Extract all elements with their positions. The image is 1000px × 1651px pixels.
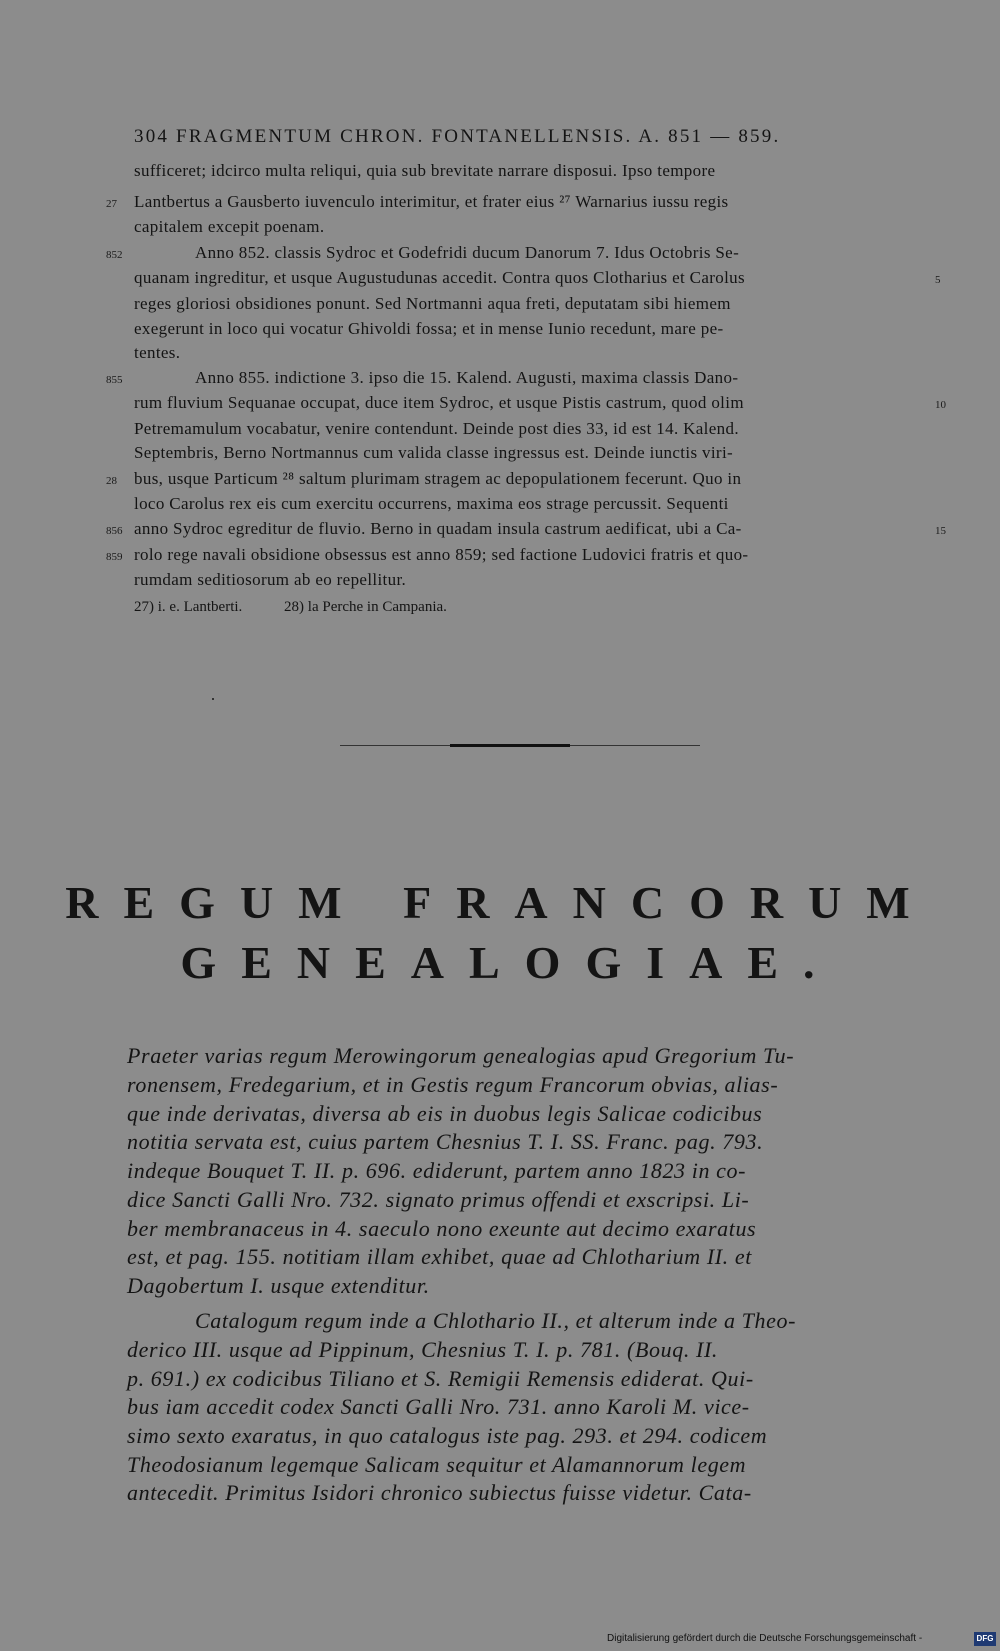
margin-year: 852	[106, 249, 123, 261]
text-line: Petremamulum vocabatur, venire contendunt. Deinde post dies 33, id est 14. Kalend.	[134, 419, 739, 438]
text-line: anno Sydroc egreditur de fluvio. Berno in quadam insula castrum aedificat, ubi a Ca-	[134, 519, 742, 538]
speck	[212, 698, 214, 700]
intro-line: simo sexto exaratus, in quo catalogus iste pag. 293. et 294. codicem	[127, 1423, 768, 1448]
text-line: Septembris, Berno Nortmannus cum valida classe ingressus est. Deinde iunctis viri-	[134, 443, 734, 462]
section-title-line1: REGUM FRANCORUM	[65, 877, 935, 928]
section-divider	[340, 744, 700, 748]
intro-line: bus iam accedit codex Sancti Galli Nro. 731. anno Karoli M. vice-	[127, 1394, 750, 1419]
intro-line: Praeter varias regum Merowingorum genealogias apud Gregorium Tu-	[127, 1043, 795, 1068]
section-title-line2: GENEALOGIAE.	[180, 937, 840, 988]
text-line: rolo rege navali obsidione obsessus est anno 859; sed factione Ludovici fratris et quo-	[134, 545, 749, 564]
divider-ornament	[450, 744, 570, 747]
margin-year: 859	[106, 551, 123, 563]
line-number: 5	[935, 274, 941, 286]
intro-line: notitia servata est, cuius partem Chesnius T. I. SS. Franc. pag. 793.	[127, 1129, 764, 1154]
intro-line: ber membranaceus in 4. saeculo nono exeunte aut decimo exaratus	[127, 1216, 757, 1241]
text-line: quanam ingreditur, et usque Augustudunas accedit. Contra quos Clotharius et Carolus	[134, 268, 745, 287]
intro-line: Catalogum regum inde a Chlothario II., et alterum inde a Theo-	[195, 1308, 797, 1333]
text-line: rum fluvium Sequanae occupat, duce item Sydroc, et usque Pistis castrum, quod olim	[134, 393, 744, 412]
text-line: tentes.	[134, 343, 181, 362]
text-line: reges gloriosi obsidiones ponunt. Sed Nortmanni aqua freti, deputatam sibi hiemem	[134, 294, 731, 313]
text-line: Anno 855. indictione 3. ipso die 15. Kalend. Augusti, maxima classis Dano-	[195, 368, 739, 387]
line-number: 15	[935, 525, 946, 537]
text-line: bus, usque Particum ²⁸ saltum plurimam stragem ac depopulationem fecerunt. Quo in	[134, 469, 742, 488]
text-line: Lantbertus a Gausberto iuvenculo interimitur, et frater eius ²⁷ Warnarius iussu regis	[134, 192, 729, 211]
intro-line: derico III. usque ad Pippinum, Chesnius T. I. p. 781. (Bouq. II.	[127, 1337, 718, 1362]
margin-year: 856	[106, 525, 123, 537]
footnote: 27) i. e. Lantberti.	[134, 599, 243, 615]
intro-line: Dagobertum I. usque extenditur.	[127, 1273, 430, 1298]
text-line: Anno 852. classis Sydroc et Godefridi ducum Danorum 7. Idus Octobris Se-	[195, 243, 740, 262]
footnote: 28) la Perche in Campania.	[284, 599, 447, 615]
text-line: exegerunt in loco qui vocatur Ghivoldi fossa; et in mense Iunio recedunt, mare pe-	[134, 319, 724, 338]
funding-footer: Digitalisierung gefördert durch die Deutsche Forschungsgemeinschaft -	[607, 1633, 923, 1644]
intro-line: p. 691.) ex codicibus Tiliano et S. Remigii Remensis ediderat. Qui-	[127, 1366, 754, 1391]
text-line: loco Carolus rex eis cum exercitu occurrens, maxima eos strage percussit. Sequenti	[134, 494, 729, 513]
intro-line: Theodosianum legemque Salicam sequitur et Alamannorum legem	[127, 1452, 747, 1477]
intro-line: indeque Bouquet T. II. p. 696. ediderunt, partem anno 1823 in co-	[127, 1158, 747, 1183]
intro-line: est, et pag. 155. notitiam illam exhibet, quae ad Chlotharium II. et	[127, 1244, 752, 1269]
text-line: sufficeret; idcirco multa reliqui, quia sub brevitate narrare disposui. Ipso tempore	[134, 161, 716, 180]
margin-number: 27	[106, 198, 117, 210]
footnotes	[134, 599, 485, 616]
intro-line: antecedit. Primitus Isidori chronico subiectus fuisse videtur. Cata-	[127, 1480, 752, 1505]
margin-number: 28	[106, 475, 117, 487]
intro-line: ronensem, Fredegarium, et in Gestis regum Francorum obvias, alias-	[127, 1072, 779, 1097]
dfg-logo: DFG	[974, 1632, 996, 1646]
line-number: 10	[935, 399, 946, 411]
text-line: capitalem excepit poenam.	[134, 217, 325, 236]
intro-line: que inde derivatas, diversa ab eis in duobus legis Salicae codicibus	[127, 1101, 763, 1126]
margin-year: 855	[106, 374, 123, 386]
running-head: 304 FRAGMENTUM CHRON. FONTANELLENSIS. A. 851 — 859.	[134, 126, 781, 147]
text-line: rumdam seditiosorum ab eo repellitur.	[134, 570, 407, 589]
intro-line: dice Sancti Galli Nro. 732. signato primus offendi et exscripsi. Li-	[127, 1187, 750, 1212]
